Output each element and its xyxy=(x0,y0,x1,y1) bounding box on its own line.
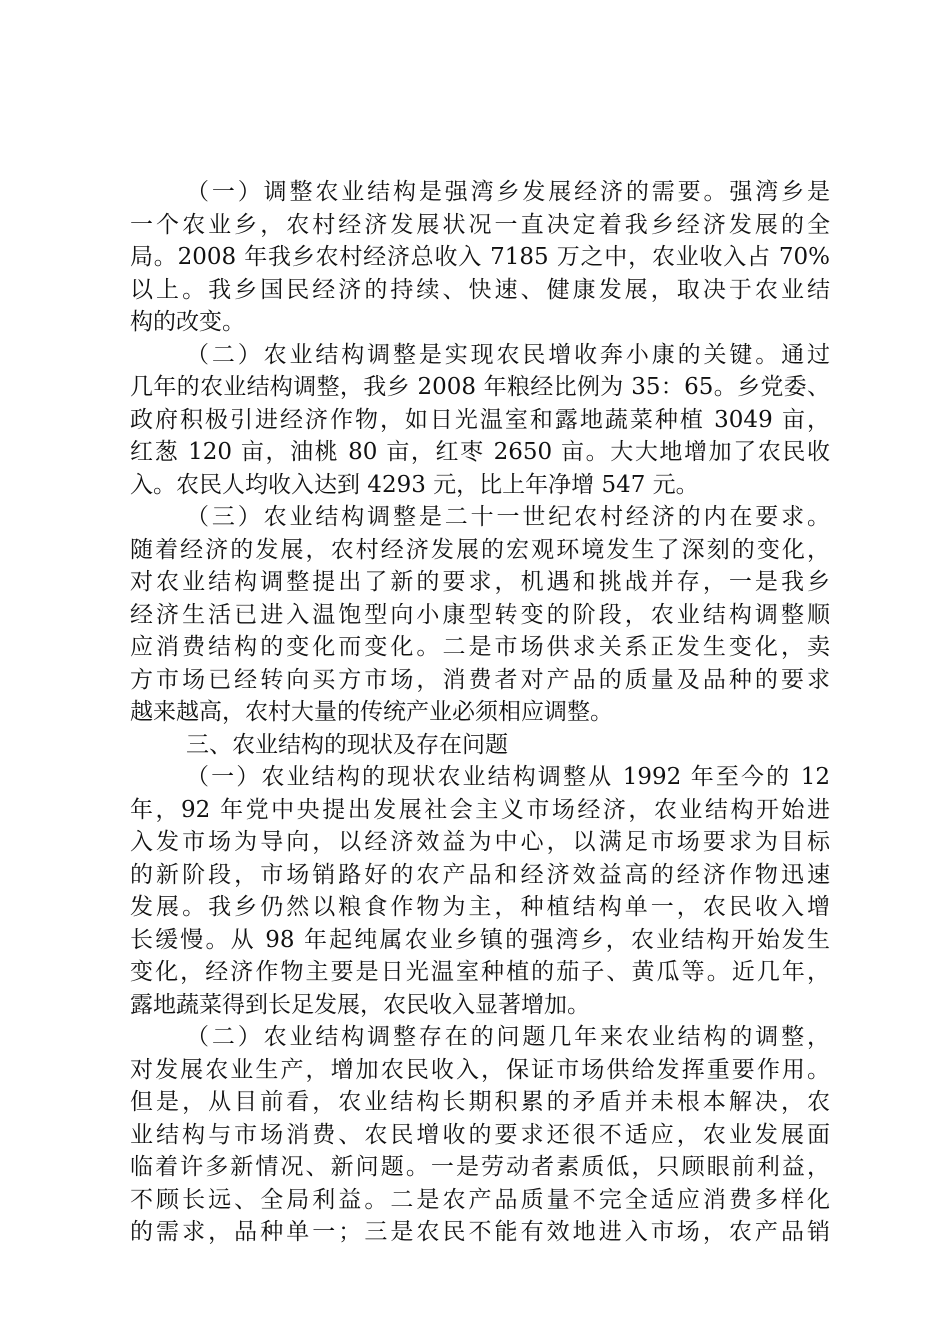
paragraph-3-line: 经济生活已进入温饱型向小康型转变的阶段，农业结构调整顺 xyxy=(130,601,830,628)
paragraph-3-line: 应消费结构的变化而变化。二是市场供求关系正发生变化，卖 xyxy=(130,634,830,660)
section-heading: 三、农业结构的现状及存在问题 xyxy=(186,731,508,758)
paragraph-1-line: 一个农业乡，农村经济发展状况一直决定着我乡经济发展的全 xyxy=(130,211,830,238)
paragraph-4-line: 的新阶段，市场销路好的农产品和经济效益高的经济作物迅速 xyxy=(130,861,830,888)
paragraph-5-line: 业结构与市场消费、农民增收的要求还很不适应，农业发展面 xyxy=(130,1121,830,1148)
paragraph-4-line: （一）农业结构的现状农业结构调整从 1992 年至今的 12 xyxy=(186,764,830,790)
paragraph-2-line: 几年的农业结构调整，我乡 2008 年粮经比例为 35：65。乡党委、 xyxy=(130,374,830,400)
paragraph-2-line: 红葱 120 亩，油桃 80 亩，红枣 2650 亩。大大地增加了农民收 xyxy=(130,439,830,465)
paragraph-4-line: 变化，经济作物主要是日光温室种植的茄子、黄瓜等。近几年， xyxy=(130,959,830,985)
paragraph-4-line: 年，92 年党中央提出发展社会主义市场经济，农业结构开始进 xyxy=(130,796,830,823)
paragraph-5-line: 的需求，品种单一；三是农民不能有效地进入市场，农产品销 xyxy=(130,1219,830,1245)
paragraph-4-line: 长缓慢。从 98 年起纯属农业乡镇的强湾乡，农业结构开始发生 xyxy=(130,926,830,953)
paragraph-4-line: 露地蔬菜得到长足发展，农民收入显著增加。 xyxy=(130,991,590,1018)
paragraph-5-line: 但是，从目前看，农业结构长期积累的矛盾并未根本解决，农 xyxy=(130,1089,830,1115)
paragraph-1-line: 构的改变。 xyxy=(130,309,245,335)
paragraph-5-line: 对发展农业生产，增加农民收入，保证市场供给发挥重要作用。 xyxy=(130,1056,830,1083)
paragraph-5-line: 临着许多新情况、新问题。一是劳动者素质低，只顾眼前利益， xyxy=(130,1154,830,1180)
paragraph-3-line: 对农业结构调整提出了新的要求，机遇和挑战并存，一是我乡 xyxy=(130,569,830,595)
paragraph-5-line: （二）农业结构调整存在的问题几年来农业结构的调整， xyxy=(186,1024,830,1050)
paragraph-5-line: 不顾长远、全局利益。二是农产品质量不完全适应消费多样化 xyxy=(130,1186,830,1213)
paragraph-3-line: 越来越高，农村大量的传统产业必须相应调整。 xyxy=(130,699,613,725)
document-body xyxy=(130,176,830,1249)
paragraph-3-line: 随着经济的发展，农村经济发展的宏观环境发生了深刻的变化， xyxy=(130,536,830,563)
paragraph-4-line: 发展。我乡仍然以粮食作物为主，种植结构单一，农民收入增 xyxy=(130,894,830,920)
paragraph-1-line: （一）调整农业结构是强湾乡发展经济的需要。强湾乡是 xyxy=(186,179,830,205)
paragraph-1-line: 局。2008 年我乡农村经济总收入 7185 万之中，农业收入占 70% xyxy=(130,244,830,270)
paragraph-3-line: （三）农业结构调整是二十一世纪农村经济的内在要求。 xyxy=(186,504,830,530)
paragraph-1-line: 以上。我乡国民经济的持续、快速、健康发展，取决于农业结 xyxy=(130,276,830,303)
paragraph-2-line: （二）农业结构调整是实现农民增收奔小康的关键。通过 xyxy=(186,341,830,368)
paragraph-2-line: 入。农民人均收入达到 4293 元，比上年净增 547 元。 xyxy=(130,471,699,498)
paragraph-3-line: 方市场已经转向买方市场，消费者对产品的质量及品种的要求 xyxy=(130,666,830,693)
paragraph-2-line: 政府积极引进经济作物，如日光温室和露地蔬菜种植 3049 亩， xyxy=(130,406,830,433)
paragraph-4-line: 入发市场为导向，以经济效益为中心，以满足市场要求为目标 xyxy=(130,829,830,855)
